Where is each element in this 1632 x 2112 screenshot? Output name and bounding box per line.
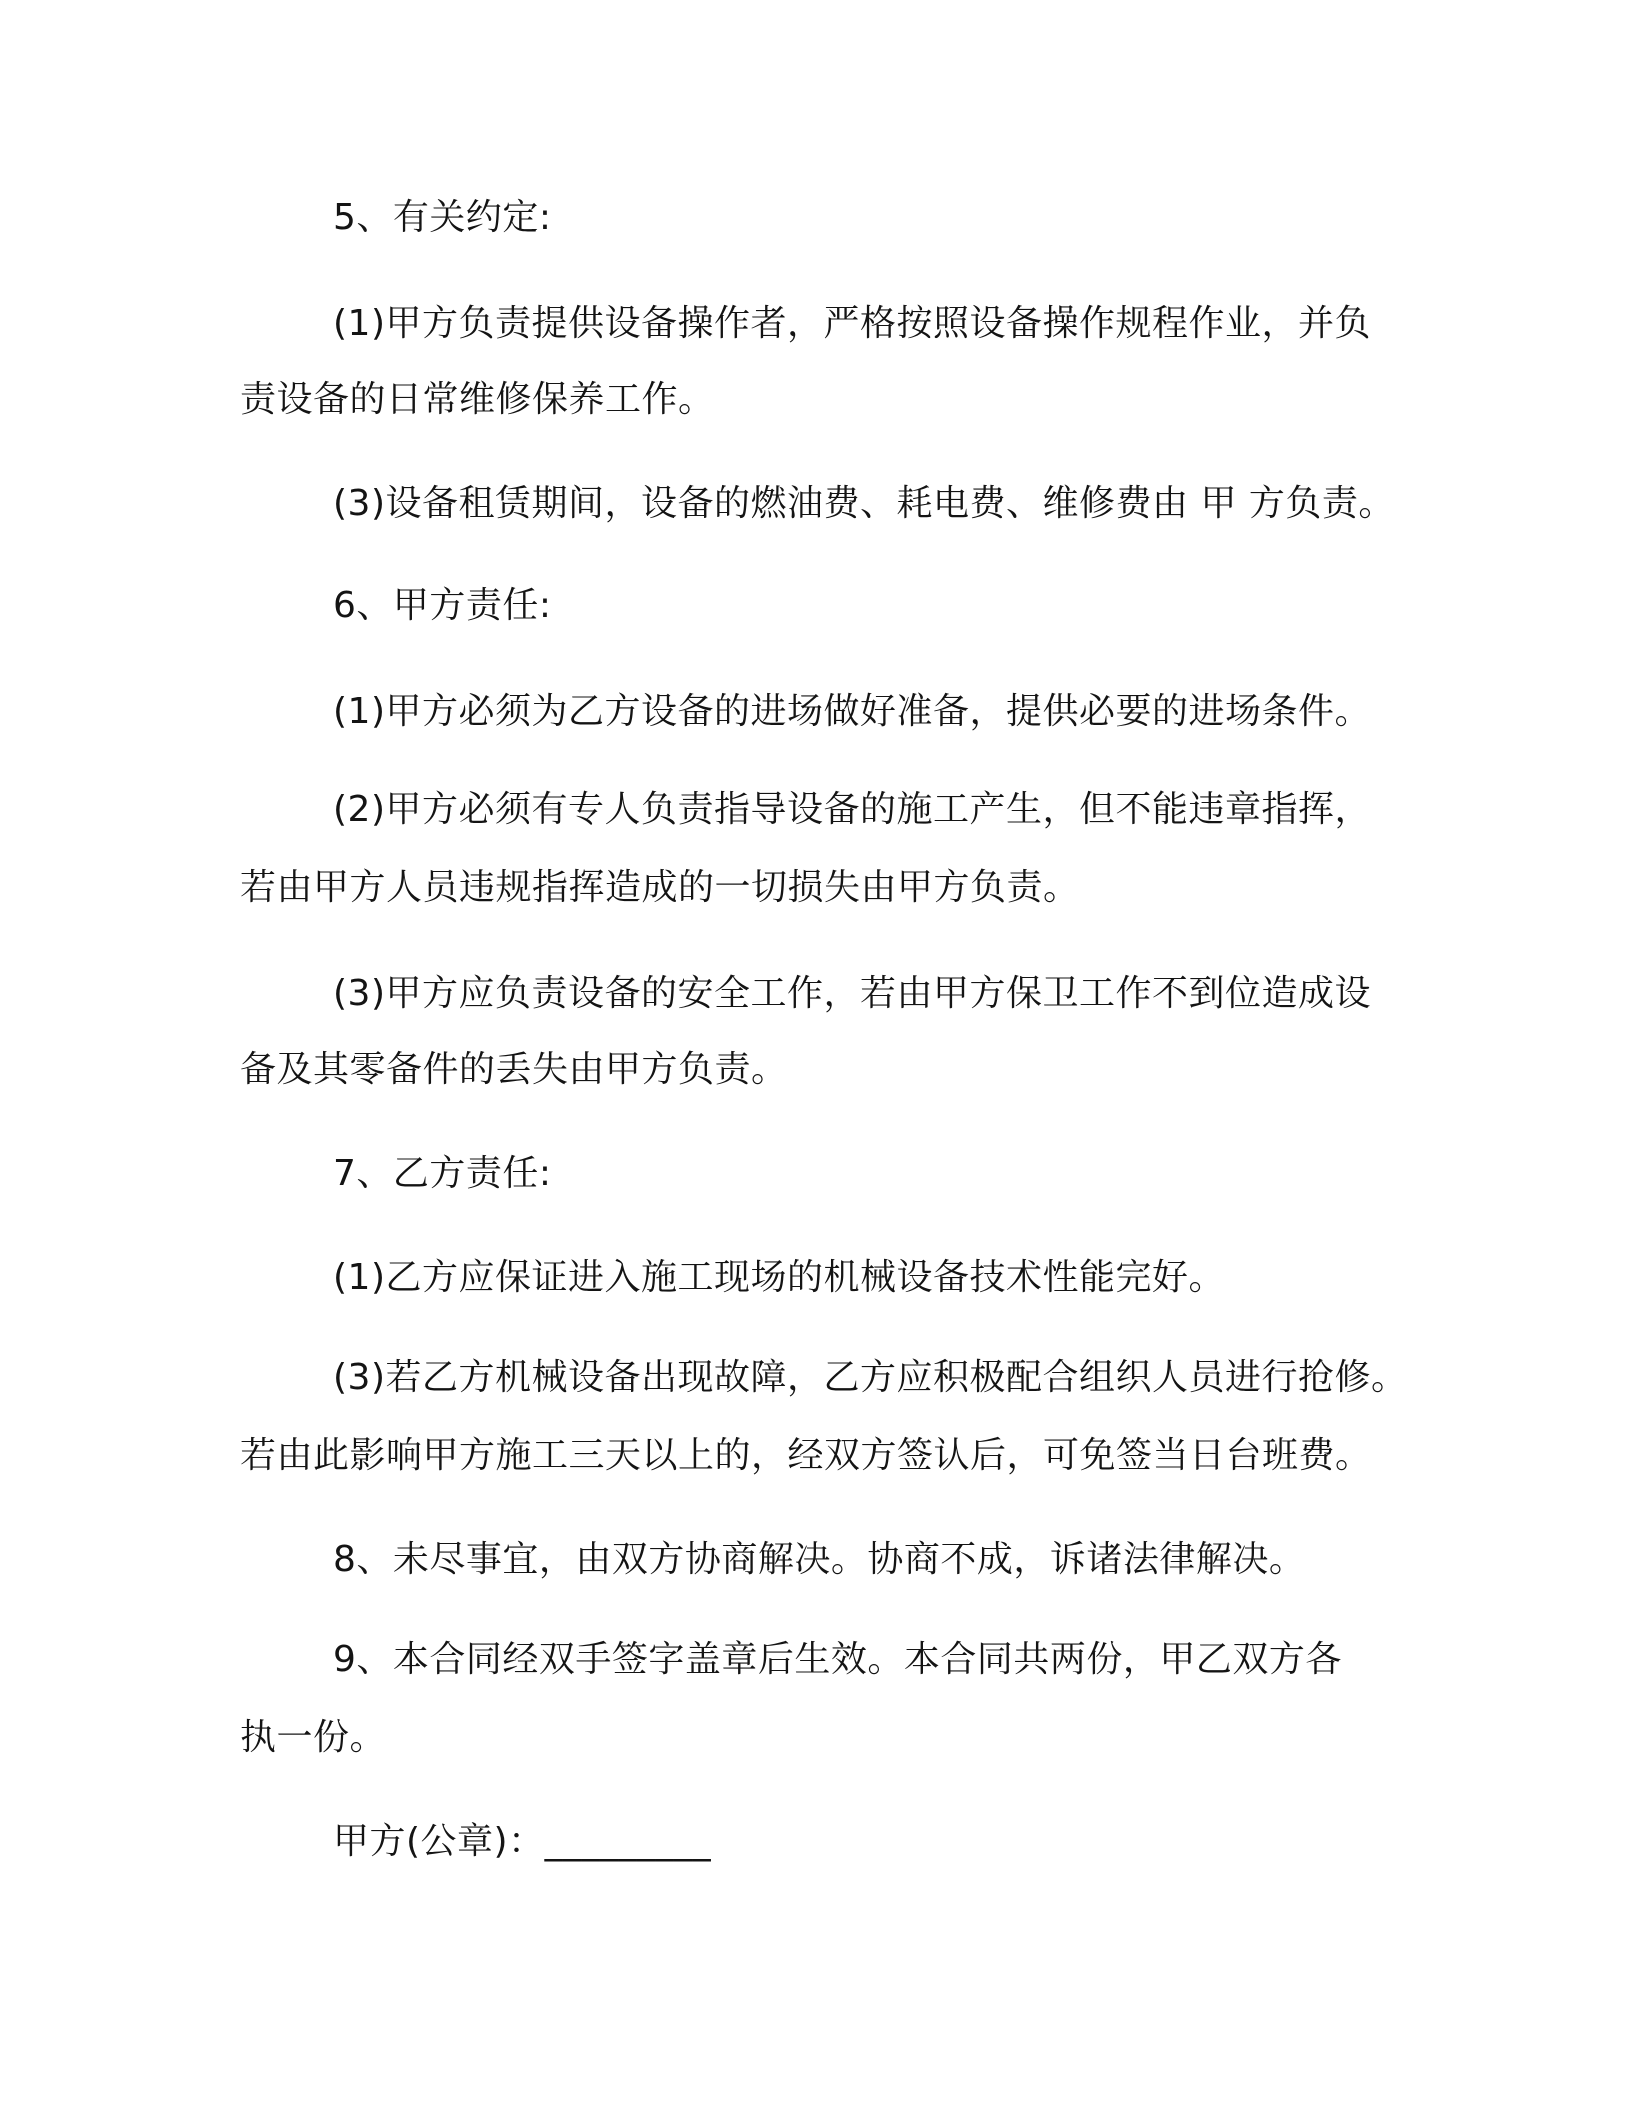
clause-8: 8、未尽事宜，由双方协商解决。协商不成，诉诸法律解决。	[333, 1539, 1306, 1580]
clause-5-heading: 5、有关约定:	[333, 197, 552, 238]
clause-7-item-3-line-1: (3)若乙方机械设备出现故障，乙方应积极配合组织人员进行抢修。	[333, 1357, 1408, 1398]
clause-7-heading: 7、乙方责任:	[333, 1153, 552, 1194]
clause-6-item-3-line-2: 备及其零备件的丢失由甲方负责。	[240, 1049, 788, 1090]
clause-9-line-2: 执一份。	[240, 1717, 387, 1758]
clause-7-item-1: (1)乙方应保证进入施工现场的机械设备技术性能完好。	[333, 1257, 1225, 1298]
clause-7-item-3-line-2: 若由此影响甲方施工三天以上的，经双方签认后，可免签当日台班费。	[240, 1435, 1372, 1476]
clause-6-item-3-line-1: (3)甲方应负责设备的安全工作，若由甲方保卫工作不到位造成设	[333, 973, 1371, 1014]
party-a-seal-signature-line: 甲方(公章)：_________	[333, 1821, 712, 1862]
clause-9-line-1: 9、本合同经双手签字盖章后生效。本合同共两份，甲乙双方各	[333, 1639, 1342, 1680]
clause-6-item-2-line-1: (2)甲方必须有专人负责指导设备的施工产生，但不能违章指挥，	[333, 789, 1371, 830]
clause-6-heading: 6、甲方责任:	[333, 585, 552, 626]
clause-6-item-1: (1)甲方必须为乙方设备的进场做好准备，提供必要的进场条件。	[333, 691, 1371, 732]
clause-6-item-2-line-2: 若由甲方人员违规指挥造成的一切损失由甲方负责。	[240, 867, 1080, 908]
clause-5-item-1-line-1: (1)甲方负责提供设备操作者，严格按照设备操作规程作业，并负	[333, 303, 1371, 344]
clause-5-item-1-line-2: 责设备的日常维修保养工作。	[240, 379, 715, 420]
clause-5-item-3: (3)设备租赁期间，设备的燃油费、耗电费、维修费由 甲 方负责。	[333, 483, 1395, 524]
